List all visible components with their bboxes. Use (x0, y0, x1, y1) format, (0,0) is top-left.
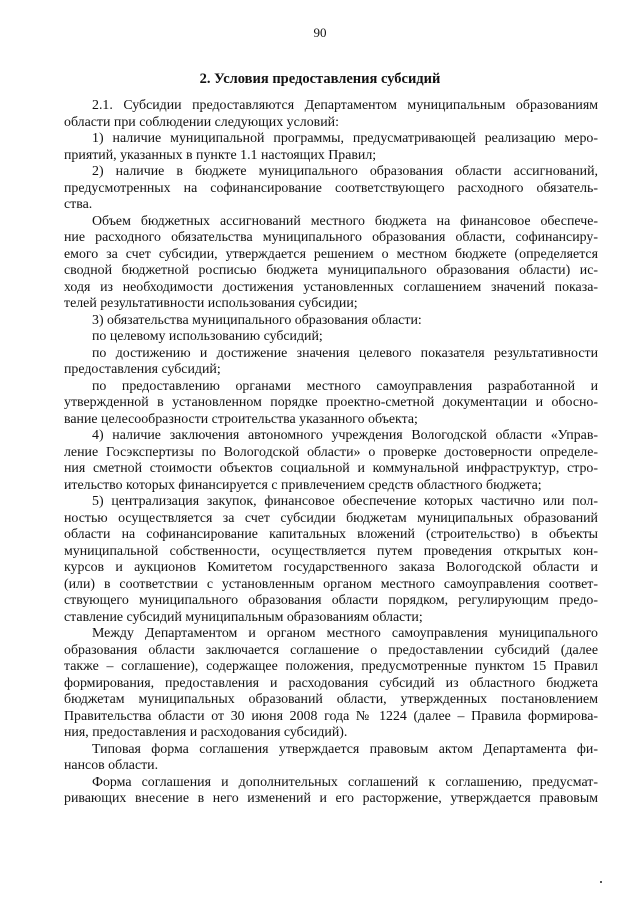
text-line: 3) обязательства муниципального образования области: (92, 312, 422, 328)
text-line: по достижению и достижение значения целевого показателя результативности (92, 345, 598, 361)
text-line: ния, предоставления и расходования субсидий). (64, 725, 348, 740)
text-line: 2.1. Субсидии предоставляются Департаментом муниципальным образованиям (92, 98, 598, 113)
text-line: (или) в соответствии с установленным органом местного самоуправления соответ- (64, 576, 598, 592)
text-line: Типовая форма соглашения утверждается правовым актом Департамента фи- (92, 741, 598, 757)
text-line: формирования, предоставления и расходования субсидий из областного бюджета (64, 675, 598, 691)
text-line: приятий, указанных в пункте 1.1 настоящих Правил; (64, 147, 377, 163)
text-line: по предоставлению органами местного самоуправления разработанной и (92, 378, 598, 394)
text-line: сводной бюджетной росписью бюджета муниципального образования области) ис- (64, 263, 598, 278)
text-line: 2) наличие в бюджете муниципального образования области ассигнований, (92, 164, 598, 179)
text-line: телей результативности использования субсидии; (64, 296, 358, 311)
text-line: Между Департаментом и органом местного самоуправления муниципального (92, 626, 598, 641)
text-line: курсов и аукционов Комитетом государственного заказа Вологодской области и (64, 560, 598, 575)
text-line: ствующего муниципального образования области порядком, регулирующим предо- (64, 593, 598, 608)
text-line: ства. (64, 197, 93, 212)
text-line: ходя из необходимости достижения установленных соглашением значений показа- (64, 279, 598, 295)
text-line: ление Госэкспертизы по Вологодской области» о проверке достоверности определе- (64, 444, 598, 460)
page-number: 90 (313, 25, 327, 40)
body-text (64, 98, 598, 808)
text-line: емого за счет субсидии, утверждается решением о местном бюджете (определяется (64, 246, 598, 262)
text-line: по целевому использованию субсидий; (92, 329, 323, 344)
text-line: вание целесообразности строительства указанного объекта; (64, 411, 418, 427)
text-line: предусмотренных на софинансирование соответствующего расходного обязатель- (64, 180, 598, 196)
scan-speck (600, 881, 602, 883)
text-line: муниципальной собственности, осуществляется путем проведения открытых кон- (64, 543, 598, 559)
text-line: ние расходного обязательства муниципального образования области, софинансиру- (64, 230, 598, 245)
text-line: 1) наличие муниципальной программы, предусматривающей реализацию меро- (92, 131, 598, 146)
text-line: нансов области. (64, 758, 159, 773)
text-line: предоставления субсидий; (64, 362, 221, 377)
section-heading: 2. Условия предоставления субсидий (199, 71, 441, 87)
text-line: бюджетам муниципальных образований области, утвержденных постановлением (64, 692, 598, 707)
text-line: ставление субсидий муниципальным образованиям области; (64, 609, 423, 625)
text-line: 5) централизация закупок, финансовое обеспечение которых частично или пол- (92, 494, 598, 509)
text-line: 4) наличие заключения автономного учреждения Вологодской области «Управ- (92, 428, 598, 443)
text-line: Форма соглашения и дополнительных соглашений к соглашению, предусмат- (92, 774, 598, 790)
text-line: образования области заключается соглашение о предоставлении субсидий (далее (64, 642, 598, 658)
text-line: ния сметной стоимости объектов социальной и коммунальной инфраструктур, стро- (64, 461, 598, 476)
text-line: утвержденной в установленном порядке проектно-сметной документации и обосно- (64, 395, 598, 410)
text-line: области на софинансирование капитальных вложений (строительство) в объекты (64, 527, 598, 542)
text-line: также – соглашение), содержащее положения, предусмотренные пунктом 15 Правил (64, 659, 598, 674)
text-line: области при соблюдении следующих условий: (64, 114, 339, 130)
text-line: Правительства области от 30 июня 2008 года № 1224 (далее – Правила формирова- (64, 708, 598, 724)
text-line: ительство которых финансируется с привлечением средств областного бюджета; (64, 477, 542, 493)
text-line: ривающих внесение в него изменений и его расторжение, утверждается правовым (64, 791, 598, 806)
text-line: Объем бюджетных ассигнований местного бюджета на финансовое обеспече- (92, 213, 598, 229)
text-line: ностью осуществляется за счет субсидии бюджетам муниципальных образований (64, 510, 598, 526)
